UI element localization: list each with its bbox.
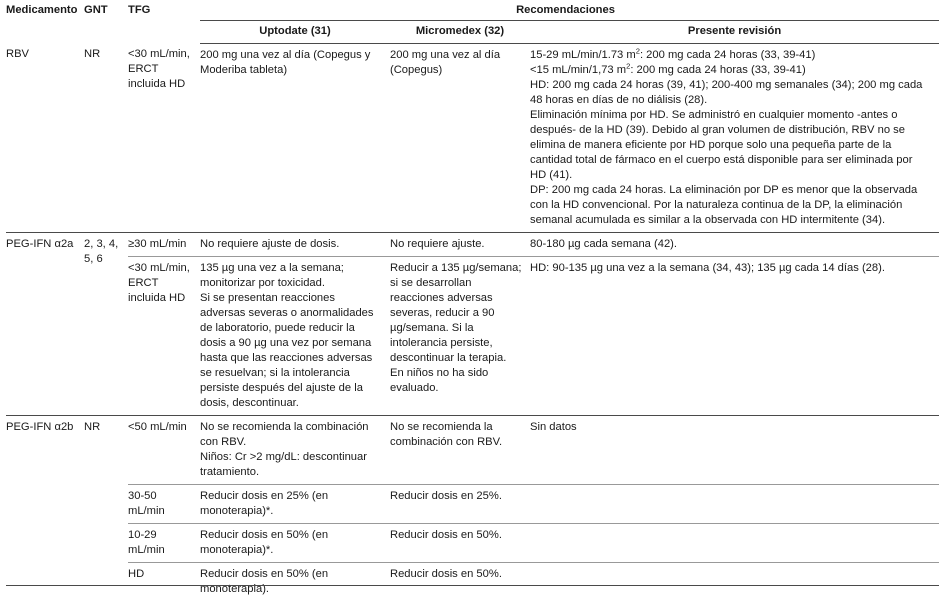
cell-medicamento: RBV [6,48,30,61]
cell-presente-revision [530,256,939,415]
cell-medicamento: PEG-IFN α2a [6,232,84,415]
cell-tfg: ≥30 mL/min [128,232,200,256]
revision-line: HD: 90-135 µg una vez a la semana (34, 43); 135 µg cada 14 días (28). [530,261,885,274]
cell-micromedex [390,415,530,484]
header-row-top [6,0,939,20]
uptodate-line: 200 mg una vez al día (Copegus y Moderiba tableta) [200,48,371,76]
cell-uptodate [200,484,390,523]
micromedex-line: Reducir dosis en 50%. [390,528,502,541]
cell-uptodate [200,523,390,562]
superscript-two: 2 [635,45,640,55]
table-row [6,43,939,232]
cell-presente-revision [530,415,939,484]
cell-uptodate [200,256,390,415]
micromedex-line: Reducir dosis en 25%. [390,489,502,502]
column-header-micromedex: Micromedex (32) [390,20,530,43]
cell-tfg: 10-29 mL/min [128,523,200,562]
cell-micromedex [390,256,530,415]
cell-gnt: 2, 3, 4, 5, 6 [84,232,128,415]
uptodate-line: Si se presentan reacciones adversas severas o anormalidades de laboratorio, puede reducir la dosis a 90 µg una vez por semana hasta que las reacciones adversas se resuelvan; si la intolerancia persiste después del ajuste de la dosis, descontinuar. [200,291,374,409]
table-row [6,484,939,523]
column-header-uptodate: Uptodate (31) [200,20,390,43]
superscript-two: 2 [626,60,631,70]
uptodate-line: No se recomienda la combinación con RBV. [200,420,369,448]
table-header [6,0,939,43]
micromedex-line: Reducir a 135 µg/semana; si se desarrollan reacciones adversas severas, reducir a 90 µg/semana. Si la intolerancia persiste, descontinuar la terapia. En niños no ha sido evaluado. [390,261,522,394]
revision-line: 80-180 µg cada semana (42). [530,237,677,250]
cell-presente-revision [530,484,939,523]
cell-tfg: <30 mL/min, ERCT incluida HD [128,256,200,415]
column-header-presente-revision: Presente revisión [530,20,939,43]
cell-micromedex [390,523,530,562]
table-body [6,43,939,601]
table-row [6,232,939,256]
cell-gnt: NR [84,415,128,601]
micromedex-line: No requiere ajuste. [390,237,485,250]
cell-tfg: <50 mL/min [128,415,200,484]
cell-presente-revision [530,43,939,232]
cell-micromedex [390,484,530,523]
uptodate-line: No requiere ajuste de dosis. [200,237,340,250]
micromedex-line: No se recomienda la combinación con RBV. [390,420,503,448]
revision-line: <15 mL/min/1,73 $m^2$: 200 mg cada 24 horas (33, 39-41) [530,60,806,76]
cell-gnt: NR [84,48,101,61]
cell-uptodate [200,415,390,484]
uptodate-line: Reducir dosis en 50% (en monoterapia)*. [200,528,329,556]
micromedex-line: Reducir dosis en 50%. [390,567,502,580]
column-header-recomendaciones: Recomendaciones [200,0,939,20]
cell-micromedex [390,43,530,232]
column-header-gnt: GNT [84,4,108,16]
cell-tfg: <30 mL/min, ERCT incluida HD [128,48,190,91]
column-header-medicamento: Medicamento [6,4,78,16]
revision-line: DP: 200 mg cada 24 horas. La eliminación por DP es menor que la observada con la HD convencional. Por la naturaleza continua de la DP, la eliminación semanal acumulada es similar a la observada con HD intermitente (34). [530,183,918,226]
table-bottom-rule [6,585,939,586]
cell-uptodate [200,232,390,256]
uptodate-line: 135 µg una vez a la semana; monitorizar por toxicidad. [200,261,344,289]
table-row [6,415,939,484]
table-row [6,256,939,415]
recommendations-table [6,0,939,601]
cell-tfg: 30-50 mL/min [128,484,200,523]
cell-medicamento: PEG-IFN α2b [6,415,84,601]
column-header-tfg: TFG [128,4,151,16]
cell-presente-revision [530,232,939,256]
revision-line: HD: 200 mg cada 24 horas (39, 41); 200-400 mg semanales (34); 200 mg cada 48 horas en días de no diálisis (28). [530,78,923,106]
revision-line: Eliminación mínima por HD. Se administró en cualquier momento -antes o después- de la HD (39). Debido al gran volumen de distribución, RBV no se elimina de manera eficiente por HD porque solo una pequeña parte de la cantidad total de fármaco en el cuerpo está disponible para ser eliminada por HD (41). [530,108,913,181]
uptodate-line: Niños: Cr >2 mg/dL: descontinuar tratamiento. [200,450,367,478]
revision-line: Sin datos [530,420,577,433]
cell-tfg: HD [128,562,200,601]
micromedex-line: 200 mg una vez al día (Copegus) [390,48,501,76]
uptodate-line: Reducir dosis en 50% (en monoterapia). [200,567,329,595]
uptodate-line: Reducir dosis en 25% (en monoterapia)*. [200,489,329,517]
cell-uptodate [200,43,390,232]
cell-presente-revision [530,523,939,562]
cell-micromedex [390,232,530,256]
revision-line: 15-29 mL/min/1.73 $m^2$: 200 mg cada 24 horas (33, 39-41) [530,45,816,61]
table-row [6,523,939,562]
